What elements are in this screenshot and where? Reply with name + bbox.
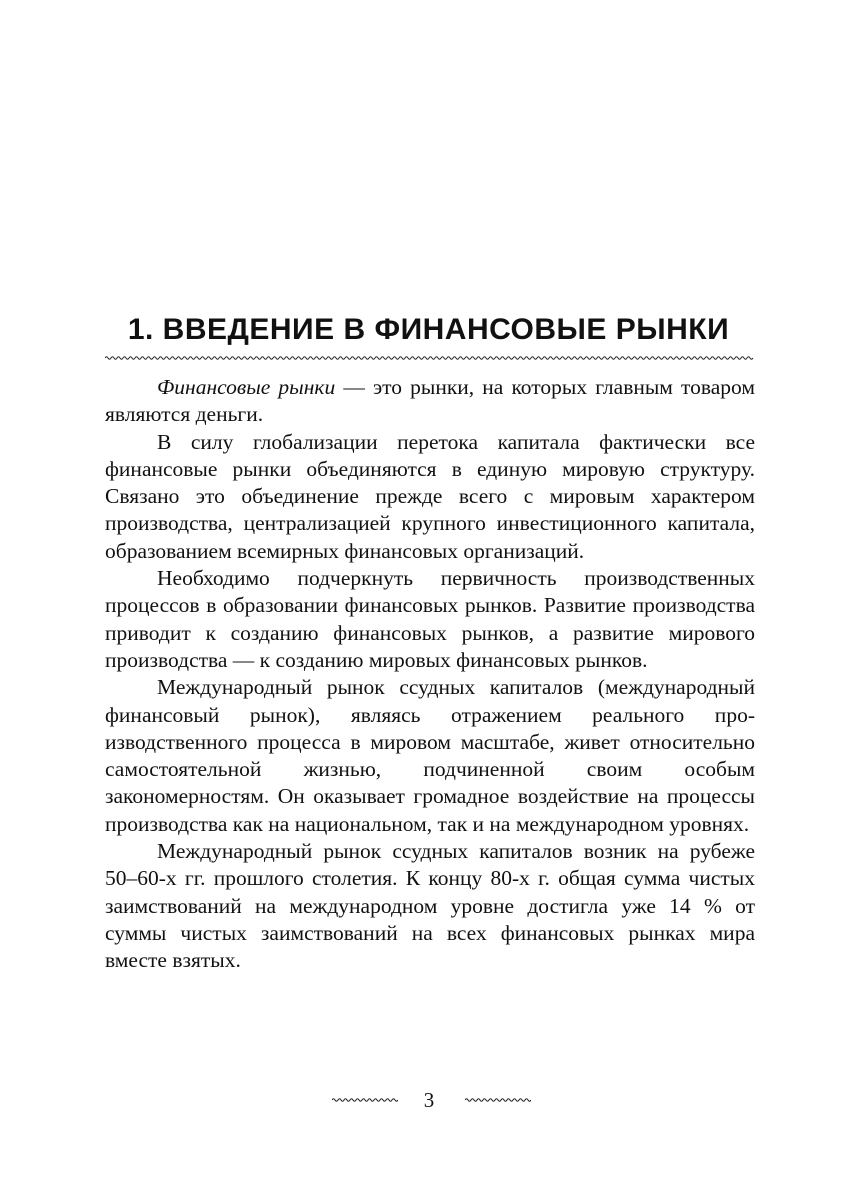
paragraph-international-market: Международный рынок ссудных капиталов (международный финансовый рынок), являясь отражением реального производственного процесса в мировом масштабе, живет относительно самостоятельной жизнью, подчиненной своим особым закономерностям. Он оказывает громадное воздействие на процессы производства как на национальном, так и на международном уровнях.	[105, 675, 755, 836]
paragraph-globalization: В силу глобализации перетока капитала фактически все финансовые рынки объединяются в единую мировую структуру. Связано это объединение прежде всего с мировым характером производства, централизацией крупного инвестиционного капитала, образованием всемирных финансовых организаций.	[105, 429, 755, 563]
page-number: 3	[423, 1088, 435, 1112]
paragraph-production: Необходимо подчеркнуть первичность производственных процессов в образовании финансовых рынков. Развитие производства приводит к созданию финансовых рынков, а развитие мирового производства — к созданию мировых финансовых рынков.	[105, 566, 755, 672]
footer-ornament-left	[332, 1096, 398, 1104]
page-footer	[0, 1086, 857, 1116]
paragraph-history: Международный рынок ссудных капиталов возник на рубеже 50–60-х гг. прошлого столетия. К концу 80-х г. общая сумма чистых заимствований на международном уровне достигла уже 14 % от суммы чистых заимствований на всех финансовых рынках мира вместе взятых.	[105, 839, 755, 973]
paragraph-definition	[105, 374, 755, 429]
title-divider	[105, 354, 755, 362]
body-text	[105, 374, 755, 975]
term-financial-markets: Финансовые рынки	[157, 375, 336, 399]
definition-text: — это рынки, на которых главным товаром являются деньги.	[105, 375, 755, 427]
footer-ornament-right	[465, 1096, 531, 1104]
chapter-title: 1. ВВЕДЕНИЕ В ФИНАНСОВЫЕ РЫНКИ	[127, 313, 730, 346]
